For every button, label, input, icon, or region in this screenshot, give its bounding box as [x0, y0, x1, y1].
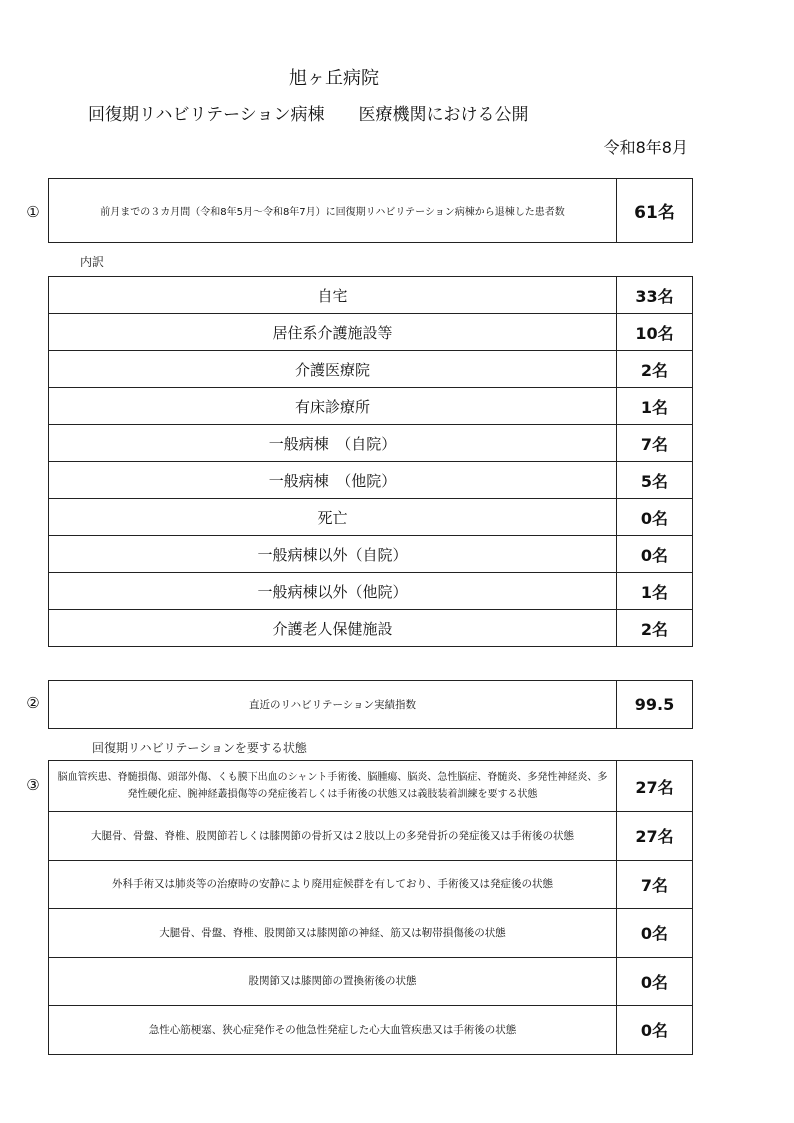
table-row	[49, 909, 693, 958]
section-2-marker: ②	[26, 694, 40, 712]
discharge-breakdown-table	[48, 276, 693, 647]
table-row	[49, 314, 693, 351]
row-label: 一般病棟以外（他院）	[49, 573, 617, 610]
table-row	[49, 573, 693, 610]
row-label: 一般病棟 （他院）	[49, 462, 617, 499]
table-row	[49, 388, 693, 425]
condition-label: 外科手術又は肺炎等の治療時の安静により廃用症候群を有しており、手術後又は発症後の状態	[49, 860, 617, 909]
row-value: 10名	[617, 314, 693, 351]
row-label: 有床診療所	[49, 388, 617, 425]
condition-label: 脳血管疾患、脊髄損傷、頭部外傷、くも膜下出血のシャント手術後、脳腫瘍、脳炎、急性脳症、脊髄炎、多発性神経炎、多発性硬化症、腕神経叢損傷等の発症後若しくは手術後の状態又は義肢装着訓練を要する状態	[49, 761, 617, 812]
publication-date: 令和8年8月	[603, 138, 688, 157]
row-value: 2名	[617, 351, 693, 388]
row-value: 0名	[617, 499, 693, 536]
table-row	[49, 462, 693, 499]
document-subtitle: 回復期リハビリテーション病棟 医療機関における公開	[88, 105, 529, 125]
breakdown-title: 内訳	[80, 255, 105, 269]
table-row	[49, 499, 693, 536]
condition-label: 股関節又は膝関節の置換術後の状態	[49, 957, 617, 1006]
condition-label: 大腿骨、骨盤、脊椎、股関節若しくは膝関節の骨折又は２肢以上の多発骨折の発症後又は手術後の状態	[49, 812, 617, 861]
rehab-index-label: 直近のリハビリテーション実績指数	[49, 681, 617, 729]
section-3-marker: ③	[26, 776, 40, 794]
row-value: 1名	[617, 573, 693, 610]
hospital-name: 旭ヶ丘病院	[289, 68, 379, 89]
row-value: 33名	[617, 277, 693, 314]
table-row	[49, 681, 693, 729]
table-row	[49, 610, 693, 647]
condition-count: 27名	[617, 761, 693, 812]
condition-label: 急性心筋梗塞、狭心症発作その他急性発症した心大血管疾患又は手術後の状態	[49, 1006, 617, 1055]
table-row	[49, 179, 693, 243]
row-value: 1名	[617, 388, 693, 425]
row-label: 自宅	[49, 277, 617, 314]
condition-label: 大腿骨、骨盤、脊椎、股関節又は膝関節の神経、筋又は靭帯損傷後の状態	[49, 909, 617, 958]
table-row	[49, 351, 693, 388]
discharged-patients-label: 前月までの３カ月間（令和8年5月～令和8年7月）に回復期リハビリテーション病棟から退棟した患者数	[49, 179, 617, 243]
row-value: 7名	[617, 425, 693, 462]
table-row	[49, 812, 693, 861]
row-label: 居住系介護施設等	[49, 314, 617, 351]
row-label: 介護老人保健施設	[49, 610, 617, 647]
row-label: 一般病棟 （自院）	[49, 425, 617, 462]
condition-count: 27名	[617, 812, 693, 861]
table-row	[49, 761, 693, 812]
row-label: 死亡	[49, 499, 617, 536]
rehab-index-value: 99.5	[617, 681, 693, 729]
section-3-title: 回復期リハビリテーションを要する状態	[92, 741, 307, 755]
row-value: 2名	[617, 610, 693, 647]
rehab-index-table	[48, 680, 693, 729]
row-value: 0名	[617, 536, 693, 573]
rehab-conditions-table	[48, 760, 693, 1055]
condition-count: 0名	[617, 1006, 693, 1055]
row-label: 介護医療院	[49, 351, 617, 388]
table-row	[49, 957, 693, 1006]
row-value: 5名	[617, 462, 693, 499]
condition-count: 0名	[617, 957, 693, 1006]
row-label: 一般病棟以外（自院）	[49, 536, 617, 573]
discharged-patients-table	[48, 178, 693, 243]
table-row	[49, 1006, 693, 1055]
table-row	[49, 277, 693, 314]
condition-count: 7名	[617, 860, 693, 909]
table-row	[49, 536, 693, 573]
discharged-patients-value: 61名	[617, 179, 693, 243]
section-1-marker: ①	[26, 203, 40, 221]
table-row	[49, 425, 693, 462]
condition-count: 0名	[617, 909, 693, 958]
table-row	[49, 860, 693, 909]
